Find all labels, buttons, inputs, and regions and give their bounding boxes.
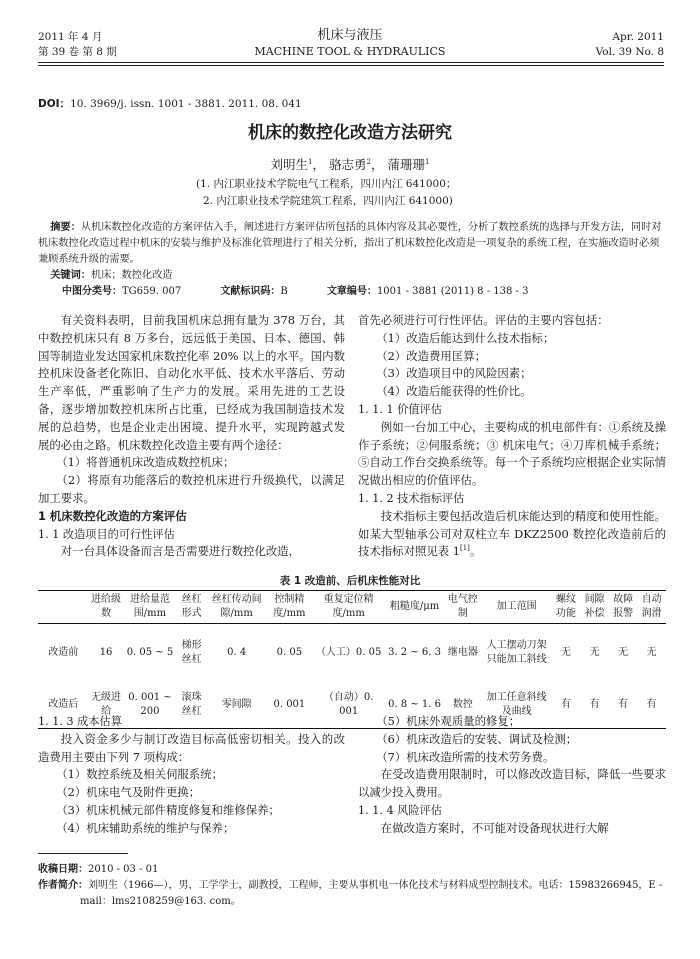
paragraph-text: 技术指标主要包括改造后机床能达到的精度和使用性能。如某大型轴承公司对双柱立车 DKZ2500 数控化改造前后的技术指标对照见表 1 bbox=[358, 508, 666, 559]
list-item: （7）机床改造所需的技术劳务费。 bbox=[376, 749, 555, 764]
table-header: 控制精度/mm bbox=[266, 591, 312, 624]
received-date: 2010 - 03 - 01 bbox=[88, 864, 159, 875]
affiliation-1: (1. 内江职业技术学院电气工程系，四川内江 641000； bbox=[196, 178, 457, 190]
left-column bbox=[38, 312, 345, 561]
table-cell: 0. 001 ~ 200 bbox=[124, 682, 177, 729]
journal-name-cn: 机床与液压 bbox=[317, 28, 383, 43]
subsubsection-heading: 1. 1. 3 成本估算 bbox=[38, 715, 122, 728]
abstract-label: 摘要： bbox=[50, 222, 81, 233]
table-header: 加工范围 bbox=[482, 591, 552, 624]
table-cell: 0. 8 ~ 1. 6 bbox=[385, 682, 444, 729]
citation-ref: [1] bbox=[460, 544, 470, 553]
table-cell: 0. 001 bbox=[266, 682, 312, 729]
list-item: （2）机床电气及附件更换； bbox=[56, 785, 201, 800]
table-cell: 数控 bbox=[444, 682, 481, 729]
subsubsection-heading: 1. 1. 1 价值评估 bbox=[358, 402, 442, 416]
table-cell: （人工）0. 05 bbox=[315, 647, 382, 658]
paragraph: 投入资金多少与制订改造目标高低密切相关。投入的改造费用主要由下列 7 项构成： bbox=[38, 731, 345, 764]
doi-label: DOI： bbox=[38, 98, 71, 110]
right-column-lower bbox=[358, 713, 666, 838]
list-item: （3）机床机械元部件精度修复和维修保养； bbox=[56, 802, 280, 817]
list-item: （1）改造后能达到什么技术指标； bbox=[376, 330, 555, 345]
paragraph: 在做改造方案时，不可能对设备现状进行大解 bbox=[380, 820, 609, 835]
table-cell: 有 bbox=[580, 682, 609, 729]
right-column bbox=[358, 312, 666, 561]
list-item: （4）机床辅助系统的维护与保养； bbox=[56, 820, 235, 835]
list-item bbox=[38, 472, 345, 508]
table-cell: 无 bbox=[618, 647, 629, 658]
list-item: （1）数控系统及相关伺服系统； bbox=[56, 767, 223, 782]
journal-name-en: MACHINE TOOL & HYDRAULICS bbox=[254, 45, 446, 58]
table-cell: 无级进给 bbox=[89, 682, 124, 729]
paragraph: 首先必须进行可行性评估。评估的主要内容包括： bbox=[358, 313, 609, 327]
doc-code: B bbox=[280, 286, 288, 297]
table-cell: 继电器 bbox=[447, 647, 478, 658]
table-cell: （自动）0. 001 bbox=[312, 682, 384, 729]
table-cell: 无 bbox=[561, 647, 572, 658]
table-cell: 无 bbox=[589, 647, 600, 658]
keywords-label: 关键词： bbox=[50, 270, 91, 281]
paragraph: 对一台具体设备而言是否需要进行数控化改造， bbox=[60, 544, 301, 559]
clc-label: 中图分类号： bbox=[62, 286, 122, 297]
table-cell: 0. 05 ~ 5 bbox=[126, 647, 174, 658]
header-date-cn: 2011 年 4 月 bbox=[38, 31, 103, 43]
header-volume-en: Vol. 39 No. 8 bbox=[595, 46, 664, 58]
author-mark: 2 bbox=[366, 157, 371, 166]
bio-label: 作者简介： bbox=[38, 880, 88, 891]
author-mark: 1 bbox=[425, 157, 430, 166]
table-cell: 3. 2 ~ 6. 3 bbox=[388, 647, 441, 658]
abstract-text: 从机床数控化改造的方案评估入手，阐述进行方案评估所包括的具体内容及其必要性，分析了数控系统的选择与开发方法，同时对机床数控化改造过程中机床的安装与维护及标准化管理进行了相关分析，指出了机床数控化改造是一项复杂的系统工程，在实施改造时必须兼顾系统升级的需要。 bbox=[38, 222, 662, 265]
table-header: 丝杠形式 bbox=[176, 591, 207, 624]
author-mark: 1 bbox=[308, 157, 313, 166]
header-date-en: Apr. 2011 bbox=[612, 31, 664, 43]
doi-line bbox=[38, 96, 302, 111]
table-cell: 滚珠丝杠 bbox=[176, 682, 207, 729]
author-separator: ， bbox=[370, 157, 384, 172]
table-caption: 表 1 改造前、后机床性能对比 bbox=[279, 575, 421, 587]
table-cell: 有 bbox=[637, 682, 666, 729]
table-cell: 0. 4 bbox=[227, 647, 247, 658]
table-header: 进给量范围/mm bbox=[124, 591, 177, 624]
list-item: （2）改造费用匡算； bbox=[376, 348, 486, 363]
table-header: 进给级数 bbox=[89, 591, 124, 624]
list-item-text: （2）将原有功能落后的数控机床进行升级换代，以满足加工要求。 bbox=[38, 473, 345, 505]
table-cell: 零间隙 bbox=[207, 682, 266, 729]
header-right bbox=[596, 30, 664, 60]
table-header: 间隙补偿 bbox=[580, 591, 609, 624]
table-header: 粗糙度/μm bbox=[385, 591, 444, 624]
table-cell: 加工任意斜线及曲线 bbox=[482, 682, 552, 729]
paragraph-end: 。 bbox=[469, 544, 482, 559]
section-heading: 1 机床数控化改造的方案评估 bbox=[38, 508, 187, 523]
table-cell: 有 bbox=[609, 682, 638, 729]
author-name: 刘明生 bbox=[270, 157, 309, 172]
table-cell: 16 bbox=[99, 647, 113, 658]
table-cell: 0. 05 bbox=[276, 647, 303, 658]
table-cell: 有 bbox=[552, 682, 581, 729]
footnote bbox=[38, 862, 666, 910]
author-name: 蒲珊珊 bbox=[387, 157, 425, 172]
table-row bbox=[38, 624, 666, 683]
author-name: 骆志勇 bbox=[329, 157, 367, 172]
article-number-label: 文章编号： bbox=[326, 286, 377, 297]
article-number: 1001 - 3881 (2011) 8 - 138 - 3 bbox=[376, 286, 529, 297]
list-item: （3）改造项目中的风险因素； bbox=[376, 366, 532, 381]
author-bio: 刘明生（1966—），男，工学学士，副教授，工程师，主要从事机电一体化技术与材料成型控制技术。电话：15983266945，E - mail：lms2108259@163. com。 bbox=[80, 880, 663, 907]
table-header bbox=[38, 591, 89, 624]
list-item: （1）将普通机床改造成数控机床； bbox=[56, 455, 235, 470]
table-header: 丝杠传动间隙/mm bbox=[207, 591, 266, 624]
header-volume-cn: 第 39 卷 第 8 期 bbox=[38, 46, 117, 58]
list-item: （6）机床改造后的安装、调试及检测； bbox=[376, 731, 578, 746]
paper-title: 机床的数控化改造方法研究 bbox=[248, 123, 452, 143]
subsection-heading: 1. 1 改造项目的可行性评估 bbox=[38, 527, 175, 541]
doc-code-label: 文献标识码： bbox=[220, 286, 281, 297]
paragraph: 在受改造费用限制时，可以修改改造目标，降低一些要求以减少投入费用。 bbox=[358, 767, 666, 800]
clc-number: TG659. 007 bbox=[122, 286, 182, 297]
table-header: 重复定位精度/mm bbox=[312, 591, 384, 624]
received-label: 收稿日期： bbox=[38, 864, 88, 875]
table-header: 故障报警 bbox=[609, 591, 638, 624]
author-list bbox=[0, 155, 700, 173]
paragraph: 例如一台加工中心，主要构成的机电部件有：①系统及操作子系统；②伺服系统；③ 机床电气；④刀库机械手系统；⑤自动工作台交换系统等。每一个子系统均应根据企业实际情况做出相应的价值评估。 bbox=[358, 419, 666, 488]
subsubsection-heading: 1. 1. 2 技术指标评估 bbox=[358, 491, 465, 505]
paragraph: 有关资料表明，目前我国机床总拥有量为 378 万台，其中数控机床只有 8 万多台，远远低于美国、日本、德国、韩国等制造业发达国家机床数控化率 20% 以上的水平。国内数控机床设备老化陈旧、自动化水平低、技术水平落后、劳动生产率低，严重影响了生产力的发展。采用先进的工艺设备，逐步增加数控机床所占比重，已经成为我国制造技术发展的总趋势，也是企业走出困境、提升水平，实现跨越式发展的必由之路。机床数控化改造主要有两个途径： bbox=[38, 313, 345, 452]
subsubsection-heading: 1. 1. 4 风险评估 bbox=[358, 803, 442, 817]
table-cell: 改造后 bbox=[38, 682, 89, 729]
author-separator: ， bbox=[312, 157, 326, 172]
table-header-row bbox=[38, 591, 666, 624]
affiliation-2: 2. 内江职业技术学院建筑工程系，四川内江 641000) bbox=[203, 195, 453, 207]
left-column-lower bbox=[38, 713, 345, 838]
comparison-table bbox=[38, 590, 666, 729]
table-cell: 人工摆动刀架只能加工斜线 bbox=[486, 640, 547, 665]
header-rule-2 bbox=[38, 65, 664, 66]
list-item: （5）机床外观质量的修复； bbox=[376, 714, 521, 728]
paragraph bbox=[358, 508, 666, 561]
table-header: 自动润滑 bbox=[637, 591, 666, 624]
table-cell: 无 bbox=[646, 647, 657, 658]
table-cell: 梯形丝杠 bbox=[181, 640, 202, 665]
header-rule bbox=[38, 62, 664, 63]
list-item: （4）改造后能获得的性价比。 bbox=[376, 384, 532, 399]
table-header: 螺纹功能 bbox=[552, 591, 581, 624]
keywords: 机床；数控化改造 bbox=[90, 270, 173, 281]
abstract-block bbox=[38, 220, 666, 284]
table-cell: 改造前 bbox=[48, 647, 79, 658]
footnote-rule bbox=[38, 853, 128, 854]
table-header: 电气控制 bbox=[444, 591, 481, 624]
doi-value: 10. 3969/j. issn. 1001 - 3881. 2011. 08. 041 bbox=[70, 98, 302, 110]
classification-line bbox=[62, 284, 564, 300]
